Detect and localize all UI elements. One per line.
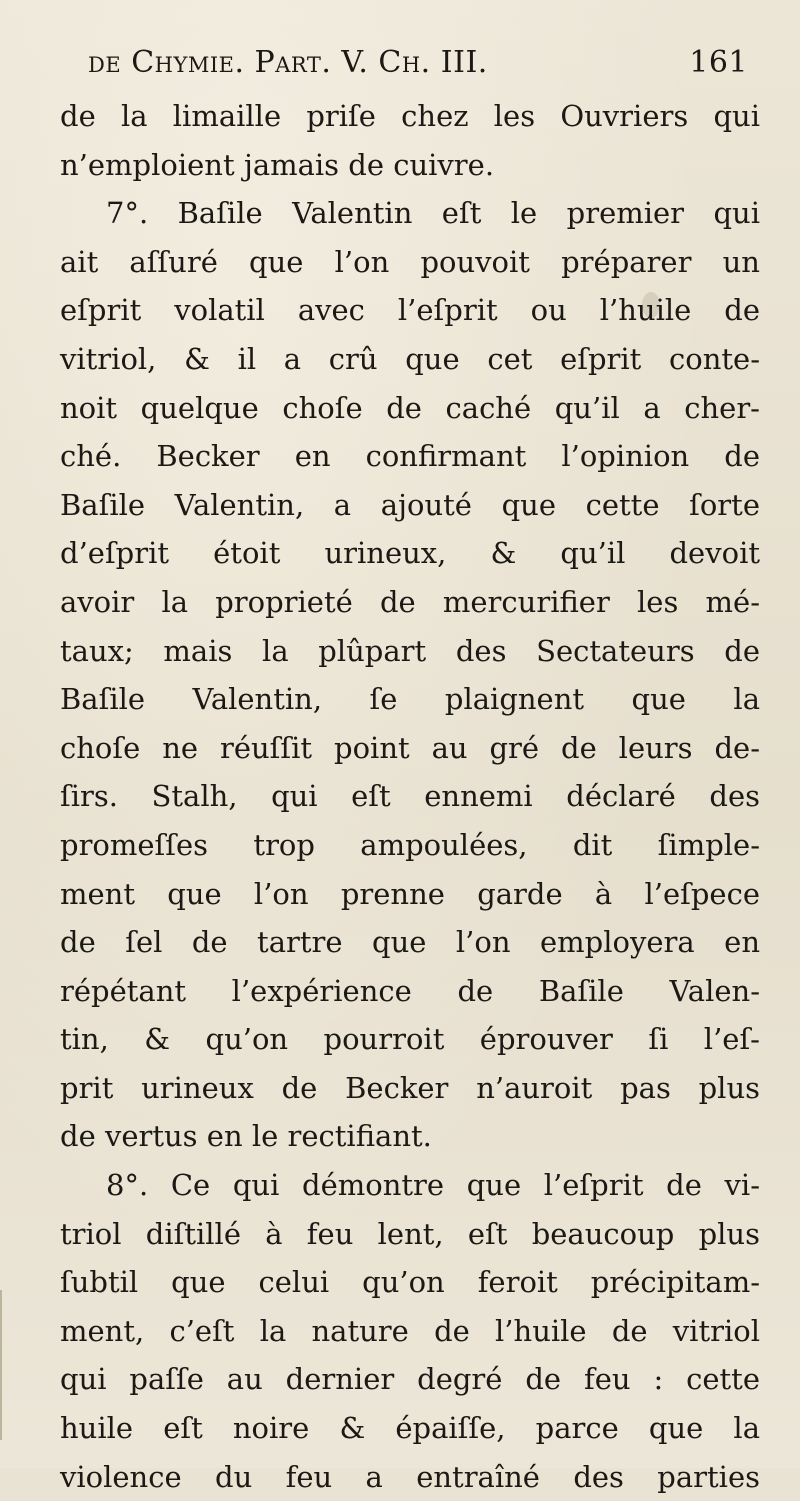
text-line: vitriol, & il a crû que cet eſprit conte- xyxy=(60,341,760,376)
text-line: ché. Becker en confirmant l’opinion de xyxy=(60,439,760,474)
text-line: 7°. Baſile Valentin eſt le premier qui xyxy=(106,196,760,231)
text-line: noit quelque choſe de caché qu’il a cher- xyxy=(60,390,760,425)
text-line: ſubtil que celui qu’on feroit précipitam- xyxy=(60,1265,760,1300)
text-line: ſirs. Stalh, qui eſt ennemi déclaré des xyxy=(60,779,760,814)
page-number: 161 xyxy=(689,45,748,80)
text-line: avoir la proprieté de mercurifier les mé- xyxy=(60,584,760,619)
text-line: ment, c’eſt la nature de l’huile de vitriol xyxy=(60,1313,760,1348)
text-line: 8°. Ce qui démontre que l’eſprit de vi- xyxy=(106,1168,760,1203)
running-head-title: de Chymie. Part. V. Ch. III. xyxy=(88,45,488,80)
text-line: choſe ne réuſſit point au gré de leurs de- xyxy=(60,730,760,765)
text-line: de ſel de tartre que l’on employera en xyxy=(60,925,760,960)
text-line: promeſſes trop ampoulées, dit ſimple- xyxy=(60,827,760,862)
text-line: Baſile Valentin, ſe plaignent que la xyxy=(60,682,760,717)
text-line: de la limaille priſe chez les Ouvriers qui xyxy=(60,99,760,133)
text-line: tin, & qu’on pourroit éprouver ſi l’eſ- xyxy=(60,1022,760,1057)
text-line: violence du feu a entraîné des parties xyxy=(60,1459,760,1494)
text-line: répétant l’expérience de Baſile Valen- xyxy=(60,973,760,1008)
running-head xyxy=(88,36,748,90)
text-line: n’emploient jamais de cuivre. xyxy=(60,147,495,182)
text-line: triol diſtillé à feu lent, eſt beaucoup plus xyxy=(60,1216,760,1251)
text-line: Baſile Valentin, a ajouté que cette ſorte xyxy=(60,487,760,522)
text-line: d’eſprit étoit urineux, & qu’il devoit xyxy=(60,536,760,571)
text-line: taux; mais la plûpart des Sectateurs de xyxy=(60,633,760,668)
text-line: prit urineux de Becker n’auroit pas plus xyxy=(60,1070,760,1105)
body-text xyxy=(60,92,760,1501)
text-line: ait aſſuré que l’on pouvoit préparer un xyxy=(60,244,760,279)
text-line: ment que l’on prenne garde à l’eſpece xyxy=(60,876,760,911)
text-line: eſprit volatil avec l’eſprit ou l’huile de xyxy=(60,293,760,328)
text-line: de vertus en le rectifiant. xyxy=(60,1119,432,1154)
page-edge-shadow xyxy=(0,1290,2,1440)
text-line: qui paſſe au dernier degré de feu : cette xyxy=(60,1362,760,1397)
text-line: huile eſt noire & épaiſſe, parce que la xyxy=(60,1411,760,1446)
